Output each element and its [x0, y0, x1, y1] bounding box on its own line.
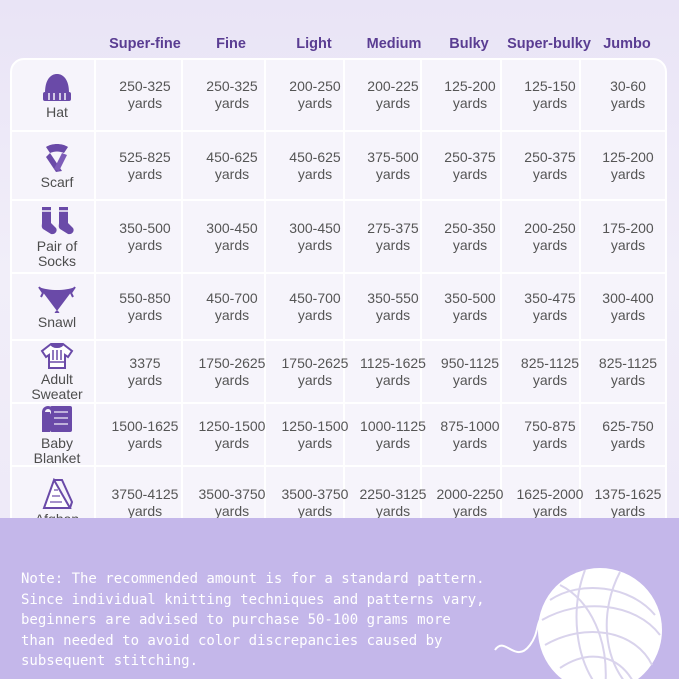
yardage-range: 3500-3750 — [198, 485, 266, 502]
yardage-unit: yards — [127, 306, 163, 323]
yardage-unit: yards — [532, 371, 568, 388]
yardage-range: 625-750 — [602, 417, 654, 434]
yardage-range: 450-700 — [206, 289, 258, 306]
yardage-range: 1125-1625 — [360, 354, 426, 371]
yardage-range: 350-500 — [444, 289, 496, 306]
column-header-row — [0, 36, 679, 56]
yardage-range: 1250-1500 — [281, 417, 349, 434]
table-row — [12, 132, 665, 201]
note-line: subsequent stitching. — [21, 653, 199, 669]
yardage-unit: yards — [297, 306, 333, 323]
yardage-cell — [188, 404, 276, 465]
yardage-unit: yards — [610, 306, 646, 323]
item-label — [34, 436, 81, 466]
yardage-cell — [584, 341, 667, 402]
item-cell — [12, 274, 102, 339]
yardage-range: 250-350 — [444, 219, 496, 236]
column-header-super-bulky: Super-bulky — [507, 36, 591, 52]
yardage-cell — [271, 274, 359, 339]
yardage-range: 3500-3750 — [281, 485, 349, 502]
yardage-unit: yards — [127, 236, 163, 253]
yardage-unit: yards — [452, 306, 488, 323]
column-header-jumbo: Jumbo — [603, 36, 651, 52]
yardage-range: 250-325 — [119, 78, 171, 94]
yardage-range: 825-1125 — [520, 354, 580, 371]
yardage-unit: yards — [297, 434, 333, 451]
yardage-unit: yards — [375, 306, 411, 323]
yardage-unit: yards — [297, 165, 333, 182]
yardage-range: 375-500 — [367, 148, 419, 165]
item-label — [46, 105, 68, 120]
yardage-range: 550-850 — [119, 289, 171, 306]
column-header-bulky: Bulky — [449, 36, 489, 52]
yardage-unit: yards — [452, 502, 488, 519]
yardage-range: 2250-3125 — [359, 485, 427, 502]
yardage-cell — [271, 201, 359, 272]
yardage-cell — [584, 404, 667, 465]
yardage-unit: yards — [214, 306, 250, 323]
yardage-cell — [506, 341, 594, 402]
yardage-range: 750-875 — [524, 417, 576, 434]
yardage-unit: yards — [610, 434, 646, 451]
yardage-cell — [426, 132, 514, 199]
yardage-range: 300-450 — [289, 219, 341, 236]
yardage-range: 350-475 — [524, 289, 576, 306]
item-cell — [12, 341, 102, 402]
yardage-cell — [271, 404, 359, 465]
yardage-range: 125-150 — [524, 78, 576, 94]
yardage-unit: yards — [532, 165, 568, 182]
yardage-cell — [426, 201, 514, 272]
socks-icon — [38, 205, 76, 237]
yardage-range: 350-550 — [367, 289, 419, 306]
yardage-range: 1375-1625 — [594, 485, 662, 502]
yardage-unit: yards — [127, 95, 163, 111]
yardage-unit: yards — [127, 434, 163, 451]
column-header-super-fine: Super-fine — [109, 36, 181, 52]
yardage-range: 350-500 — [119, 219, 171, 236]
yardage-range: 450-625 — [206, 148, 258, 165]
item-label-line: Baby — [41, 434, 73, 451]
note-line: beginners are advised to purchase 50-100 grams more — [21, 612, 451, 628]
item-cell — [12, 132, 102, 199]
yardage-cell — [271, 60, 359, 130]
yardage-cell — [101, 341, 189, 402]
item-label — [31, 372, 82, 402]
yardage-cell — [101, 274, 189, 339]
yardage-cell — [349, 201, 437, 272]
yardage-range: 250-375 — [444, 148, 496, 165]
yardage-cell — [506, 201, 594, 272]
yardage-range: 1750-2625 — [281, 354, 349, 371]
yardage-cell — [271, 341, 359, 402]
yardage-range: 875-1000 — [440, 417, 500, 434]
blanket-icon — [40, 404, 74, 434]
yardage-cell — [506, 60, 594, 130]
yardage-range: 3750-4125 — [111, 485, 179, 502]
yardage-range: 250-375 — [524, 148, 576, 165]
yardage-cell — [188, 201, 276, 272]
yardage-cell — [188, 132, 276, 199]
column-header-fine: Fine — [216, 36, 246, 52]
item-cell — [12, 404, 102, 465]
yardage-unit: yards — [127, 165, 163, 182]
yardage-unit: yards — [214, 502, 250, 519]
yardage-cell — [101, 201, 189, 272]
yardage-cell — [426, 404, 514, 465]
yardage-unit: yards — [214, 165, 250, 182]
yardage-unit: yards — [214, 434, 250, 451]
yardage-unit: yards — [452, 434, 488, 451]
yardage-unit: yards — [452, 371, 488, 388]
column-header-light: Light — [296, 36, 332, 52]
table-row — [12, 404, 665, 467]
yardage-unit: yards — [532, 502, 568, 519]
yardage-range: 950-1125 — [440, 354, 500, 371]
yardage-range: 450-625 — [289, 148, 341, 165]
yardage-range: 300-400 — [602, 289, 654, 306]
hat-icon — [40, 71, 74, 103]
yardage-unit: yards — [452, 95, 488, 111]
yardage-range: 175-200 — [602, 219, 654, 236]
yardage-unit: yards — [297, 236, 333, 253]
yardage-range: 450-700 — [289, 289, 341, 306]
yardage-cell — [188, 274, 276, 339]
yardage-unit: yards — [610, 165, 646, 182]
yardage-range: 200-250 — [524, 219, 576, 236]
item-cell — [12, 201, 102, 272]
yardage-range: 200-225 — [367, 78, 419, 94]
yardage-cell — [349, 341, 437, 402]
sweater-icon — [40, 342, 74, 370]
yardage-range: 300-450 — [206, 219, 258, 236]
yardage-range: 125-200 — [444, 78, 496, 94]
yardage-unit: yards — [214, 371, 250, 388]
yardage-cell — [349, 132, 437, 199]
yardage-cell — [584, 132, 667, 199]
yardage-cell — [584, 201, 667, 272]
yardage-cell — [506, 274, 594, 339]
yardage-range: 200-250 — [289, 78, 341, 94]
table-row — [12, 201, 665, 274]
column-header-medium: Medium — [366, 36, 422, 52]
yardage-cell — [349, 404, 437, 465]
yardage-cell — [506, 404, 594, 465]
yardage-cell — [188, 60, 276, 130]
yardage-cell — [426, 274, 514, 339]
item-label-line: Scarf — [40, 174, 74, 190]
yardage-unit: yards — [610, 371, 646, 388]
yardage-range: 30-60 — [610, 78, 646, 94]
table-row — [12, 60, 665, 132]
note-line: Note: The recommended amount is for a standard pattern. — [21, 571, 485, 587]
recommendation-note — [21, 569, 521, 672]
table-row — [12, 274, 665, 341]
yardage-range: 1250-1500 — [198, 417, 266, 434]
yardage-table — [10, 58, 667, 536]
yardage-range: 275-375 — [367, 219, 419, 236]
yardage-cell — [506, 132, 594, 199]
item-cell — [12, 60, 102, 130]
yardage-unit: yards — [297, 95, 333, 111]
yardage-cell — [188, 341, 276, 402]
yardage-cell — [271, 132, 359, 199]
yardage-range: 525-825 — [119, 148, 171, 165]
yardage-range: 825-1125 — [598, 354, 658, 371]
note-line: than needed to avoid color discrepancies caused by — [21, 632, 443, 649]
item-label — [41, 175, 74, 190]
yardage-cell — [426, 341, 514, 402]
yardage-range: 1625-2000 — [516, 485, 584, 502]
yardage-unit: yards — [610, 95, 646, 111]
yardage-cell — [426, 60, 514, 130]
yardage-unit: yards — [375, 95, 411, 111]
yardage-unit: yards — [297, 502, 333, 519]
afghan-icon — [40, 478, 74, 510]
yardage-unit: yards — [532, 434, 568, 451]
item-label-line: Pair of — [36, 237, 78, 254]
yardage-unit: yards — [610, 502, 646, 519]
yardage-cell — [101, 404, 189, 465]
yardage-unit: yards — [297, 371, 333, 388]
yardage-unit: yards — [452, 165, 488, 182]
yarn-ball-icon — [490, 540, 679, 679]
yardage-range: 1750-2625 — [198, 354, 266, 371]
scarf-icon — [40, 141, 74, 173]
yardage-unit: yards — [375, 371, 411, 388]
yardage-unit: yards — [214, 236, 250, 253]
yardage-unit: yards — [610, 236, 646, 253]
yardage-unit: yards — [532, 306, 568, 323]
yardage-range: 1500-1625 — [111, 417, 179, 434]
yardage-range: 1000-1125 — [360, 417, 426, 434]
yardage-unit: yards — [214, 95, 250, 111]
yardage-range: 125-200 — [602, 148, 654, 165]
yardage-range: 3375 — [129, 354, 161, 371]
yardage-cell — [349, 274, 437, 339]
yardage-unit: yards — [375, 502, 411, 519]
yardage-unit: yards — [127, 502, 163, 519]
item-label-line: Sweater — [31, 385, 83, 402]
shawl-icon — [37, 283, 77, 313]
item-label-line: Hat — [46, 103, 68, 120]
yardage-unit: yards — [375, 236, 411, 253]
yardage-unit: yards — [452, 236, 488, 253]
yardage-cell — [584, 274, 667, 339]
yardage-range: 2000-2250 — [436, 485, 504, 502]
yardage-cell — [101, 132, 189, 199]
yardage-unit: yards — [375, 165, 411, 182]
yardage-cell — [349, 60, 437, 130]
yardage-unit: yards — [532, 95, 568, 111]
yardage-unit: yards — [532, 236, 568, 253]
yardage-range: 250-325 — [206, 78, 258, 94]
item-label — [37, 239, 77, 269]
item-label — [38, 315, 76, 330]
item-label-line: Adult — [41, 370, 73, 387]
item-label-line: Snawl — [37, 314, 77, 330]
item-label-line: Socks — [37, 252, 77, 269]
yardage-cell — [584, 60, 667, 130]
table-row — [12, 341, 665, 404]
yardage-unit: yards — [375, 434, 411, 451]
note-line: Since individual knitting techniques and patterns vary, — [21, 591, 485, 608]
yardage-unit: yards — [127, 371, 163, 388]
yardage-cell — [101, 60, 189, 130]
item-label-line: Blanket — [33, 449, 81, 466]
